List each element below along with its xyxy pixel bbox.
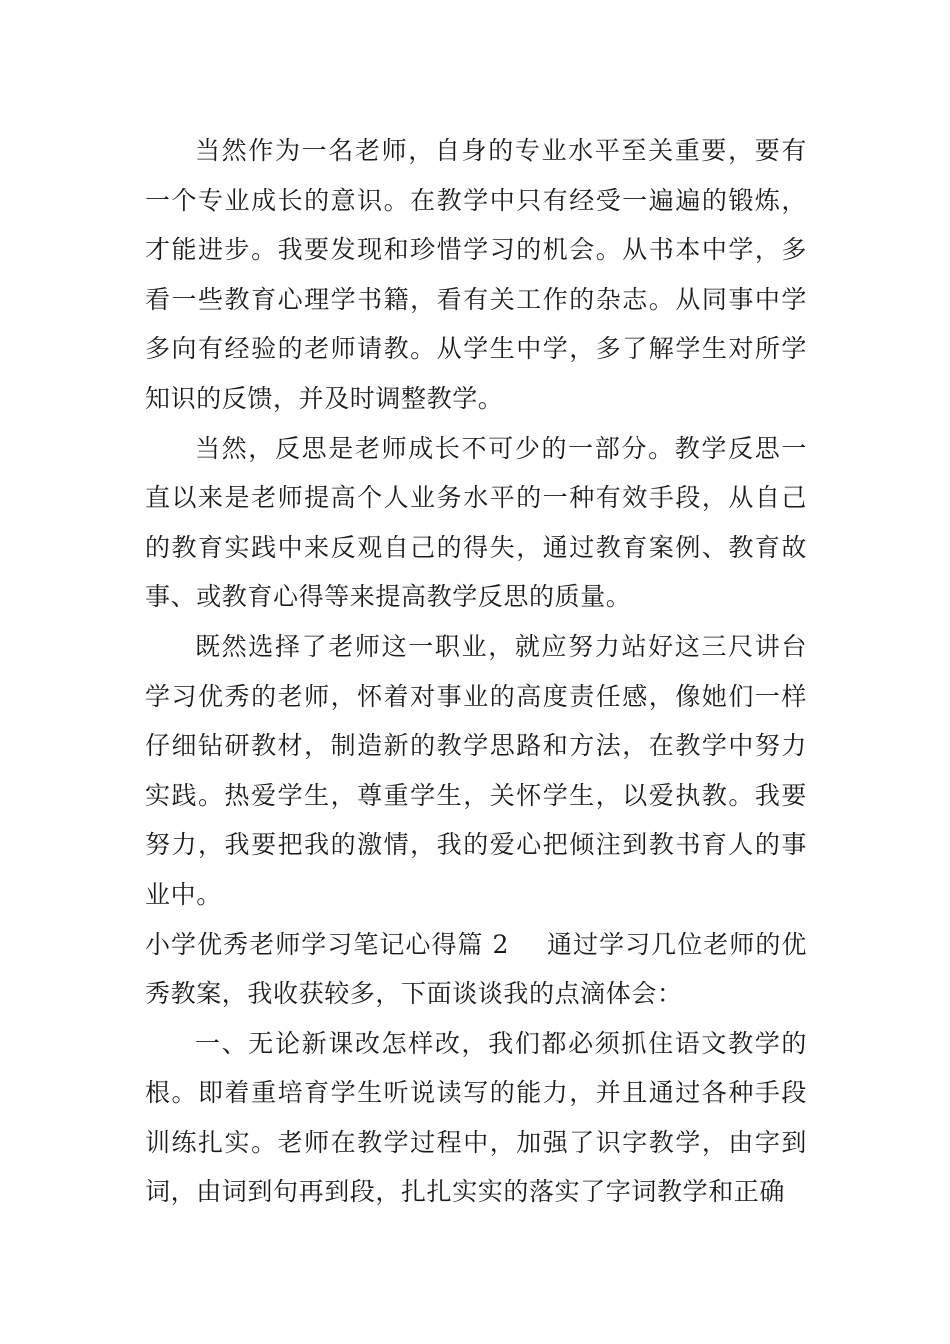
paragraph-reflection: 当然，反思是老师成长不可少的一部分。教学反思一直以来是老师提高个人业务水平的一种有效手段，从自己的教育实践中来反观自己的得失，通过教育案例、教育故事、或教育心得等来提高教学反思的质量。 [145,433,807,612]
section-heading-line [145,920,807,1019]
section-heading: 小学优秀老师学习笔记心得篇 2 [145,929,510,959]
paragraph-language-teaching: 一、无论新课改怎样改，我们都必须抓住语文教学的根。即着重培育学生听说读写的能力，并且通过各种手段训练扎实。老师在教学过程中，加强了识字教学，由字到词，由词到句再到段，扎扎实实的落实了字词教学和正确 [145,1028,807,1207]
document-page [145,126,807,1217]
paragraph-professional-growth: 当然作为一名老师，自身的专业水平至关重要，要有一个专业成长的意识。在教学中只有经受一遍遍的锻炼，才能进步。我要发现和珍惜学习的机会。从书本中学，多看一些教育心理学书籍，看有关工作的杂志。从同事中学多向有经验的老师请教。从学生中学，多了解学生对所学知识的反馈，并及时调整教学。 [145,136,807,413]
section-intro: 通过学习几位老师的优秀教案，我收获较多，下面谈谈我的点滴体会： [145,929,807,1009]
paragraph-dedication: 既然选择了老师这一职业，就应努力站好这三尺讲台学习优秀的老师，怀着对事业的高度责任感，像她们一样仔细钻研教材，制造新的教学思路和方法，在教学中努力实践。热爱学生，尊重学生，关怀学生，以爱执教。我要努力，我要把我的激情，我的爱心把倾注到教书育人的事业中。 [145,631,807,909]
